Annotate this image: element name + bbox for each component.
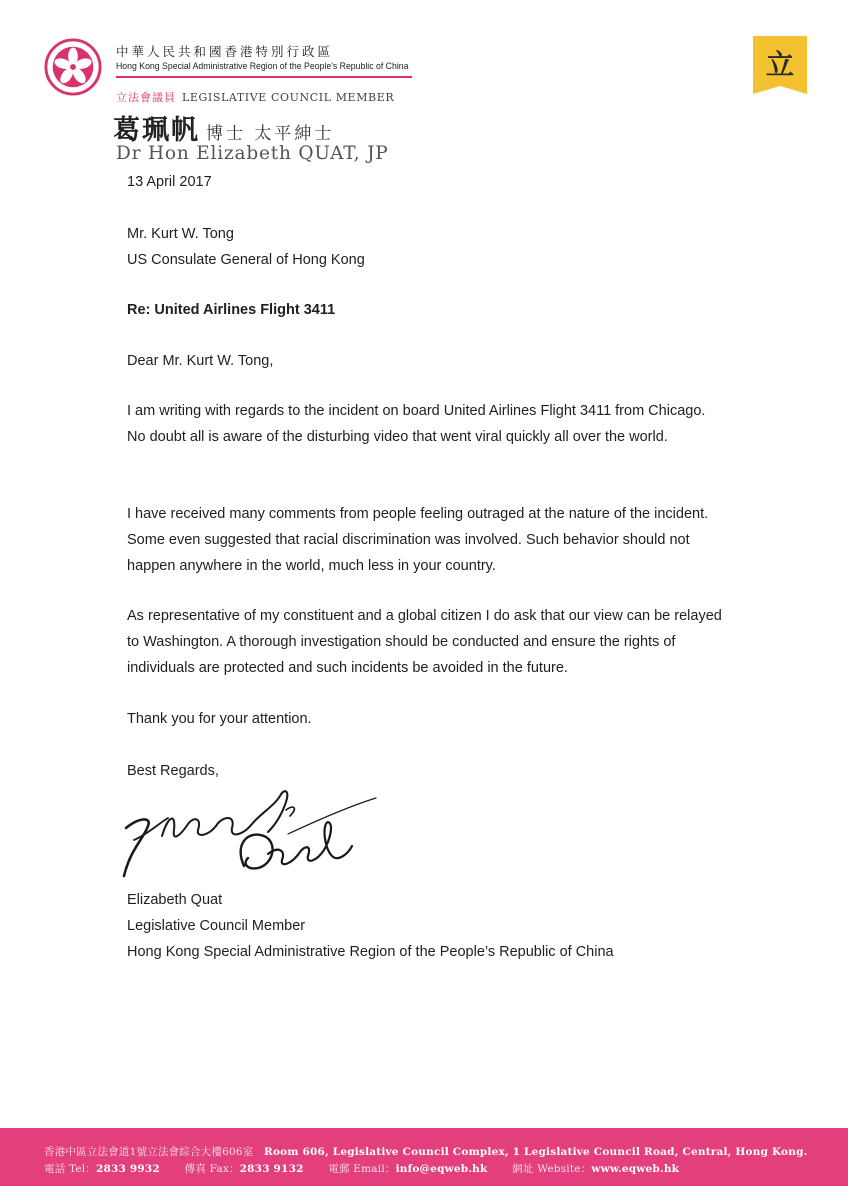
thanks-line: Thank you for your attention. [127, 711, 312, 727]
recipient-block [127, 221, 727, 273]
paragraph-3: As representative of my constituent and a global citizen I do ask that our view can be relayed to Washington. A thorough investigation should be conducted and ensure the rights of individuals are protected and such incidents be avoided in the future. [127, 608, 722, 676]
footer-email-link[interactable]: info@eqweb.hk [395, 1163, 488, 1175]
footer-fax: 2833 9132 [239, 1163, 304, 1175]
handwritten-signature [118, 780, 380, 890]
bauhinia-emblem-icon [44, 38, 102, 96]
letterhead [0, 0, 848, 170]
legco-member-line [116, 89, 394, 105]
legco-member-en: LEGISLATIVE COUNCIL MEMBER [182, 91, 395, 104]
party-logo [753, 36, 807, 94]
footer-website-link[interactable]: www.eqweb.hk [591, 1163, 680, 1175]
recipient-name: Mr. Kurt W. Tong [127, 226, 234, 242]
footer-tel-label: 電話 Tel： [44, 1163, 96, 1175]
footer-contact-line [44, 1161, 679, 1176]
closing-line: Best Regards, [127, 763, 219, 779]
footer-address-zh: 香港中區立法會道1號立法會綜合大樓606室 [44, 1146, 254, 1158]
legco-member-zh: 立法會議員 [116, 91, 176, 104]
footer-website-label: 網址 Website： [512, 1163, 592, 1175]
subject-line: Re: United Airlines Flight 3411 [127, 302, 336, 318]
paragraph-2: I have received many comments from people feeling outraged at the nature of the incident. Some even suggested that racial discrimination was involved. Such behavior should not happen anywhere in the world, much less in your country. [127, 506, 709, 574]
signer-name: Elizabeth Quat [127, 892, 223, 908]
paragraph-1: I am writing with regards to the incident on board United Airlines Flight 3411 from Chicago. No doubt all is aware of the disturbing video that went viral quickly all over the world. [127, 403, 706, 445]
government-name-en: Hong Kong Special Administrative Region of the People's Republic of China [116, 60, 409, 71]
letter-date: 13 April 2017 [127, 174, 212, 190]
footer-tel: 2833 9932 [96, 1163, 160, 1175]
footer-address-en: Room 606, Legislative Council Complex, 1 Legislative Council Road, Central, Hong Kong. [264, 1146, 808, 1158]
footer-address-line [44, 1144, 807, 1159]
heading-divider [116, 76, 412, 78]
member-name-zh: 葛珮帆 [113, 115, 200, 146]
member-title-zh: 博士 太平紳士 [206, 124, 335, 144]
footer-fax-label: 傳真 Fax： [184, 1163, 240, 1175]
signer-block [127, 887, 727, 965]
government-name-zh: 中華人民共和國香港特別行政區 [116, 44, 334, 59]
footer-email-label: 電郵 Email： [328, 1163, 396, 1175]
footer-band [0, 1128, 848, 1186]
member-name-zh-row [113, 108, 334, 147]
recipient-org: US Consulate General of Hong Kong [127, 252, 365, 268]
salutation: Dear Mr. Kurt W. Tong, [127, 353, 274, 369]
signer-org: Hong Kong Special Administrative Region of the People’s Republic of China [127, 944, 614, 960]
party-logo-char: 立 [765, 48, 795, 81]
member-name-en: Dr Hon Elizabeth QUAT, JP [116, 143, 389, 164]
government-heading [116, 44, 412, 78]
signer-title: Legislative Council Member [127, 918, 306, 934]
